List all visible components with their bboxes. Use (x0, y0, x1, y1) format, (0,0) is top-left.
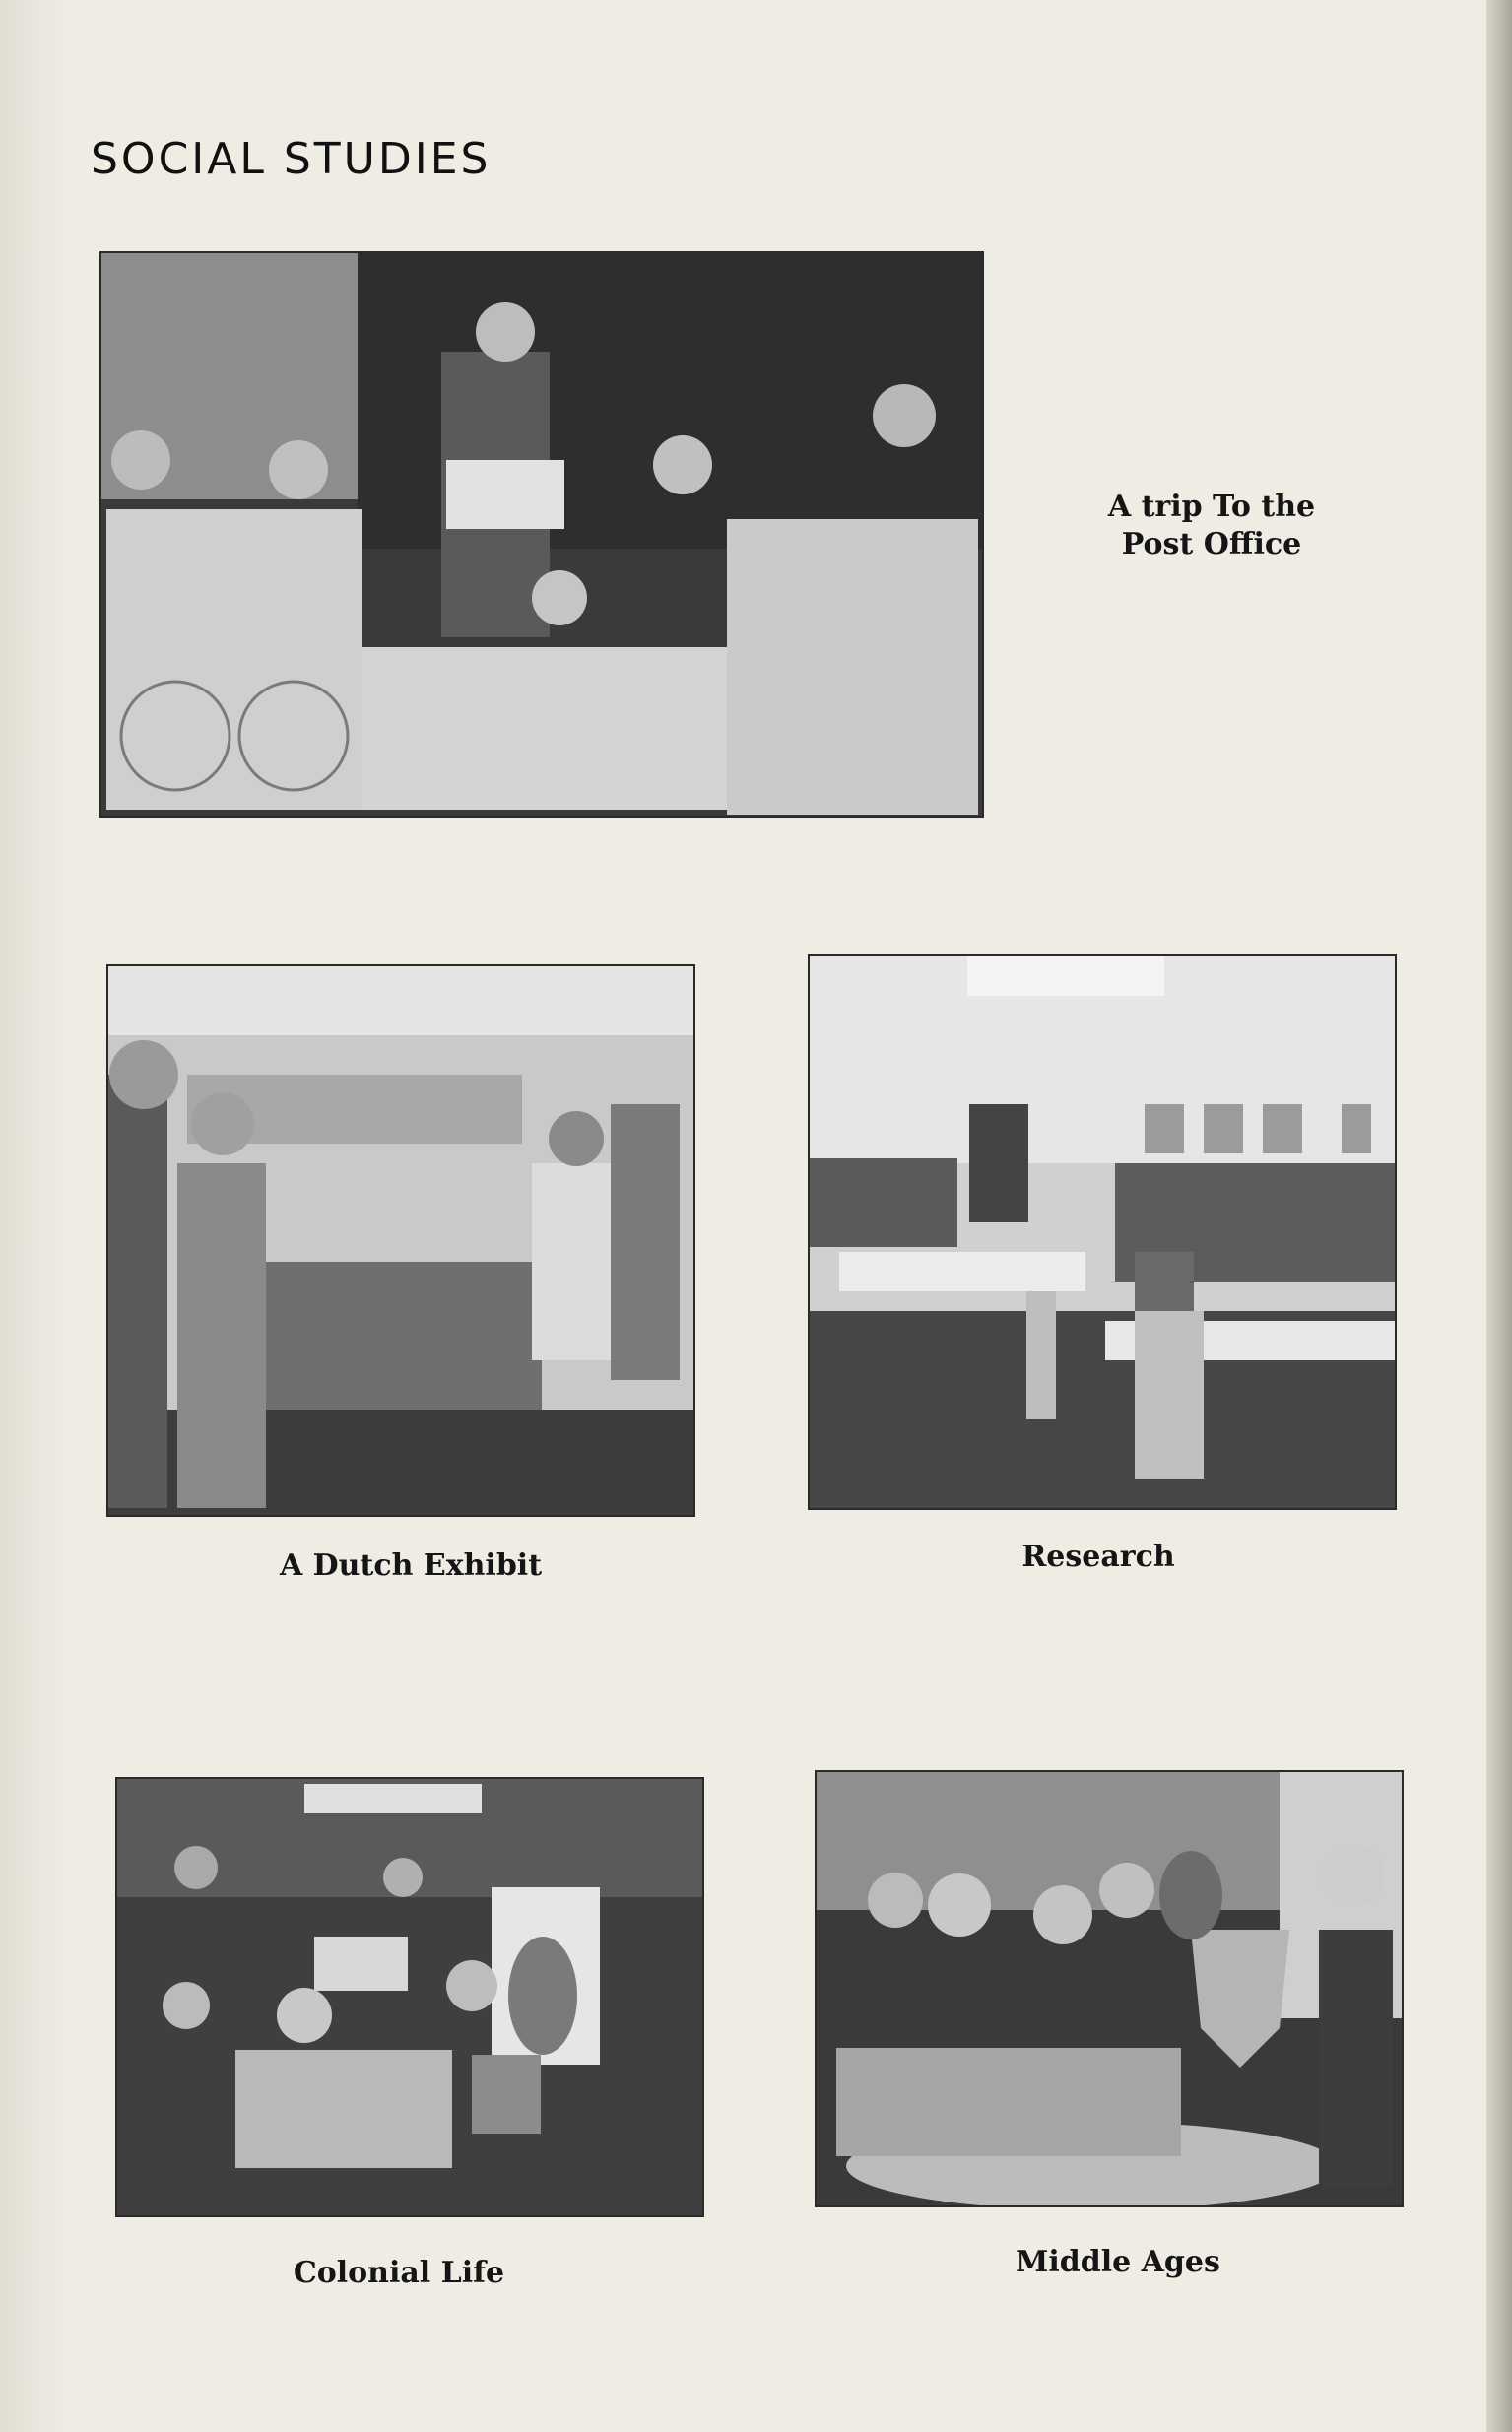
photo-colonial-life (115, 1777, 704, 2217)
photo-post-office (99, 251, 984, 818)
caption-colonial-life: Colonial Life (293, 2256, 505, 2290)
caption-research: Research (1021, 1540, 1175, 1574)
photo-middle-ages (815, 1770, 1404, 2207)
page-title: SOCIAL STUDIES (91, 134, 492, 184)
caption-post-office-line2: Post Office (1121, 527, 1302, 561)
photo-research (808, 954, 1397, 1510)
page-binding-edge (0, 0, 67, 2432)
page-right-edge (1486, 0, 1512, 2432)
caption-dutch-exhibit: A Dutch Exhibit (279, 1548, 543, 1583)
caption-post-office (1074, 489, 1349, 563)
caption-post-office-line1: A trip To the (1107, 490, 1316, 524)
photo-dutch-exhibit (106, 964, 695, 1517)
caption-middle-ages: Middle Ages (1016, 2245, 1220, 2279)
